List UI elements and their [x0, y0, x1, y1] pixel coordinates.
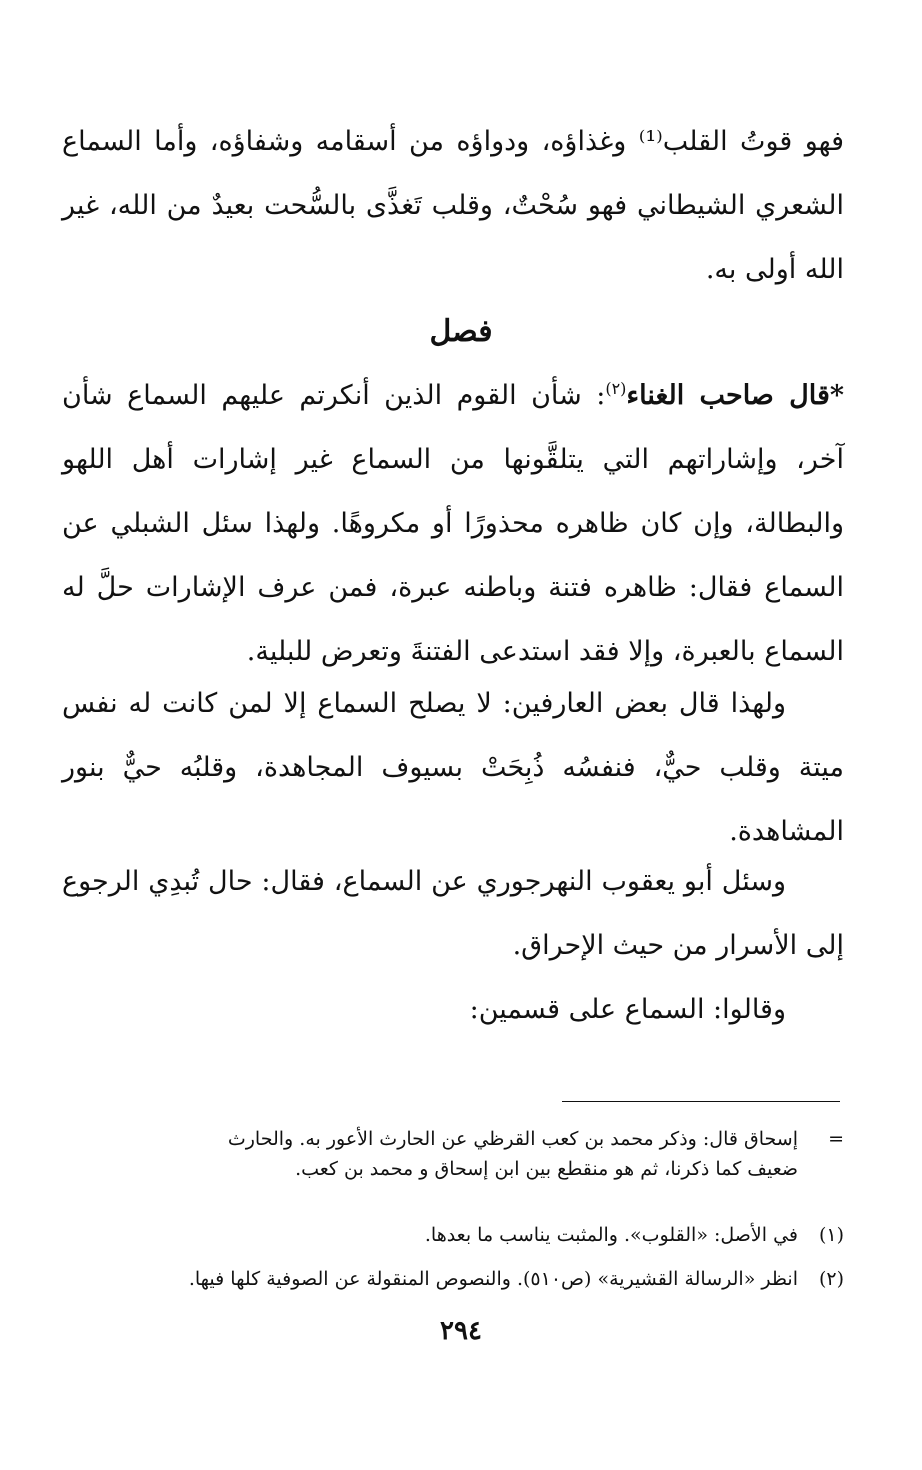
page-number: ٢٩٤: [440, 1316, 482, 1346]
paragraph-2-lead: *قال صاحب الغناء: [626, 380, 844, 411]
section-heading: فصل: [429, 314, 493, 349]
footnote-1-text: في الأصل: «القلوب». والمثبت يناسب ما بعدها.: [424, 1224, 798, 1246]
footnote-ref-2: (٢): [605, 379, 627, 398]
paragraph-5: وقالوا: السماع على قسمين:: [469, 994, 786, 1025]
paragraph-1: فهو قوتُ القلب⁽¹⁾ وغذاؤه، ودواؤه من أسقامه وشفاؤه، وأما السماع الشعري الشيطاني فهو سُحْتٌ، وقلب تَغذَّى بالسُّحت بعيدٌ من الله، غير الله أولى به.: [62, 126, 844, 285]
paragraph-3: ولهذا قال بعض العارفين: لا يصلح السماع إلا لمن كانت له نفس ميتة وقلب حيٌّ، فنفسُه ذُبِحَتْ بسيوف المجاهدة، وقلبُه حيٌّ بنور المشاهدة.: [62, 688, 844, 847]
footnote-continuation: [62, 1124, 844, 1184]
paragraph-2-text: : شأن القوم الذين أنكرتم عليهم السماع شأن آخر، وإشاراتهم التي يتلقَّونها من السماع غير إشارات أهل اللهو والبطالة، وإن كان ظاهره محذورًا أو مكروهًا. ولهذا سئل الشبلي عن السماع فقال: ظاهره فتنة وباطنه عبرة، فمن عرف الإشارات حلَّ له السماع بالعبرة، وإلا فقد استدعى الفتنةَ وتعرض للبلية.: [62, 380, 844, 667]
footnote-1: [62, 1220, 844, 1250]
footnote-2: [62, 1264, 844, 1294]
continuation-line-1: إسحاق قال: وذكر محمد بن كعب القرظي عن الحارث الأعور به. والحارث: [227, 1128, 798, 1150]
paragraph-4: وسئل أبو يعقوب النهرجوري عن السماع، فقال: حال تُبدِي الرجوع إلى الأسرار من حيث الإحراق.: [62, 866, 844, 961]
continuation-line-2: ضعيف كما ذكرنا، ثم هو منقطع بين ابن إسحاق و محمد بن كعب.: [295, 1158, 798, 1180]
footnote-1-mark: (١): [818, 1224, 844, 1246]
footnote-2-text: انظر «الرسالة القشيرية» (ص٥١٠). والنصوص المنقولة عن الصوفية كلها فيها.: [188, 1268, 798, 1290]
paragraph-2: [62, 364, 844, 684]
continuation-mark: =: [828, 1128, 844, 1150]
footnote-2-mark: (٢): [818, 1268, 844, 1290]
footnote-separator: [562, 1101, 840, 1102]
